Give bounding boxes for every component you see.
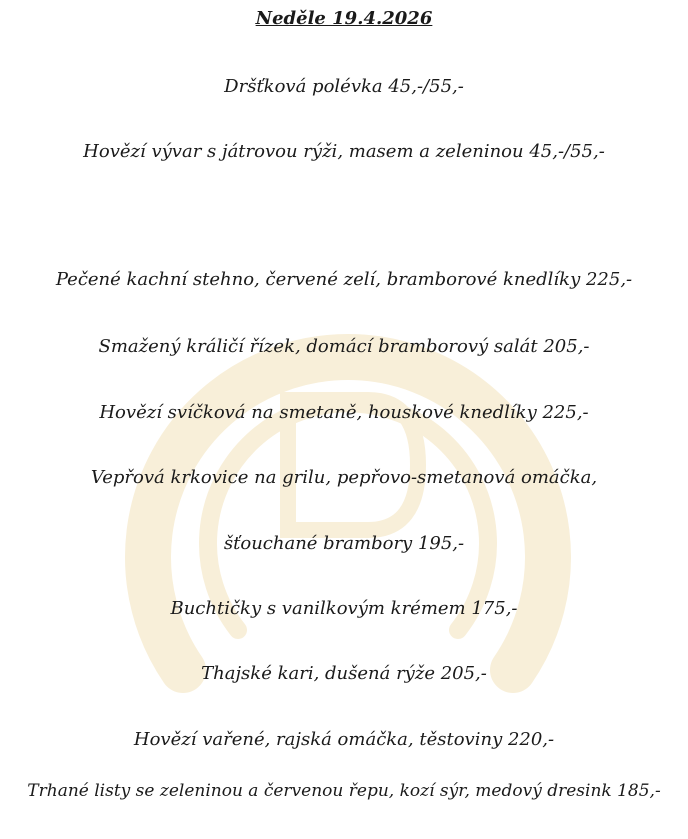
menu-item-main-6: Hovězí vařené, rajská omáčka, těstoviny 220,- [133, 729, 555, 750]
menu-item-main-1: Pečené kachní stehno, červené zelí, bramborové knedlíky 225,- [55, 269, 633, 290]
menu-date-title: Neděle 19.4.2026 [255, 8, 433, 29]
menu-item-main-4-line-2: šťouchané brambory 195,- [223, 533, 465, 554]
menu-item-main-5: Thajské kari, dušená rýže 205,- [201, 663, 487, 684]
menu-item-salad: Trhané listy se zeleninou a červenou řepu, kozí sýr, medový dresink 185,- [27, 781, 661, 801]
menu-item-dessert: Buchtičky s vanilkovým krémem 175,- [170, 598, 518, 619]
menu-item-main-2: Smažený králičí řízek, domácí bramborový salát 205,- [98, 336, 590, 357]
menu-item-soup-1: Dršťková polévka 45,-/55,- [224, 76, 464, 97]
menu-item-main-3: Hovězí svíčková na smetaně, houskové knedlíky 225,- [99, 402, 589, 423]
menu-item-main-4-line-1: Vepřová krkovice na grilu, pepřovo-smetanová omáčka, [90, 467, 598, 488]
menu-item-soup-2: Hovězí vývar s játrovou rýži, masem a zeleninou 45,-/55,- [83, 141, 605, 162]
